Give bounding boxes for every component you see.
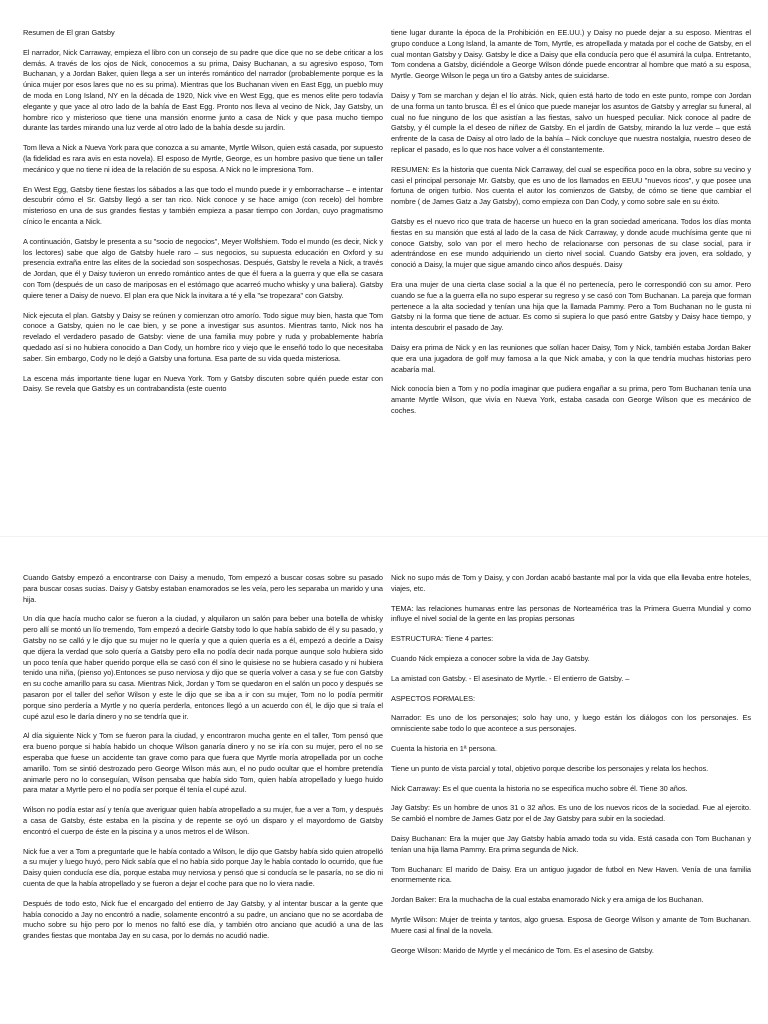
paragraph: TEMA: las relaciones humanas entre las personas de Norteamérica tras la Primera Guerra Mundial y como influye el nivel social de la gente en las propias personas	[391, 603, 751, 624]
paragraph: La escena más importante tiene lugar en Nueva York. Tom y Gatsby discuten sobre quién puede estar con Daisy. Se revela que Gatsby es un contrabandista (este cuento	[23, 373, 383, 394]
paragraph: Después de todo esto, Nick fue el encargado del entierro de Jay Gatsby, y al intentar buscar a la gente que había conocido a Jay no encontró a nadie, solamente encontró a su padre, un anciano que no se acordaba de mucho sobre su hijo pero por lo menos no faltó ese día, y también otro anciano que acudió a una de las grandes fiestas que montaba Jay en su casa, por lo demás no acudió nadie.	[23, 898, 383, 941]
paragraph: Tom lleva a Nick a Nueva York para que conozca a su amante, Myrtle Wilson, quien está casada, por supuesto (la fidelidad es rara avis en esta novela). El esposo de Myrtle, George, es un hombre pasivo que tiene un taller mecánico y que no tiene ni idea de la relación de su esposa. A Nick no le impresiona Tom.	[23, 143, 383, 174]
paragraph: Cuando Nick empieza a conocer sobre la vida de Jay Gatsby.	[391, 653, 590, 663]
paragraph: Tiene un punto de vista parcial y total, objetivo porque describe los personajes y relata los hechos.	[391, 763, 709, 773]
paragraph: Daisy Buchanan: Era la mujer que Jay Gatsby había amado toda su vida. Está casada con Tom Buchanan y tenían una hija llama Pammy. Era prima segunda de Nick.	[391, 833, 751, 854]
paragraph: Nick Carraway: Es el que cuenta la historia no se especifica mucho sobre él. Tiene 30 años.	[391, 783, 688, 793]
paragraph: ASPECTOS FORMALES:	[391, 693, 475, 703]
paragraph: El narrador, Nick Carraway, empieza el libro con un consejo de su padre que dice que no se debe criticar a los demás. A través de los ojos de Nick, conocemos a su prima, Daisy Buchanan, a su agresivo esposo, Tom Buchanan, y a Jordan Baker, quien llega a ser un interés romántico del narrador (probablemente porque es la única mujer por esos lares que no es su prima). Mientras que los Buchanan viven en East Egg, un pueblo muy de moda en Long Island, NY en la década de 1920, Nick vive en West Egg, que es menos elite pero todavía elegante y que yace al otro lado de la bahía de East Egg. Pronto nos lleva al vecino de Nick, Jay Gatsby, un hombre rico y misterioso que tiene una mansión enorme junto a casa de Nick y que pasa mucho tiempo durante las tardes mirando una luz verde al otro lado de la bahía desde su jardín.	[23, 47, 383, 133]
paragraph: A continuación, Gatsby le presenta a su "socio de negocios", Meyer Wolfshiem. Todo el mundo (es decir, Nick y los lectores) sabe que algo de Gatsby huele raro – sus negocios, su supuesta educación en Oxford y su presencia extraña entre las elites de la sociedad son sospechosas. Después, Gatsby le revela a Nick, a través de Jordan, que él y Daisy tuvieron un enredo romántico antes de que él fuera a la guerra y que ella se casara con Tom (después de un caso de mariposas en el estómago que acarreó mucho whisky y una baliera). Gatsby quiere tener a Daisy de nuevo. El plan era que Nick la invitara a té y ella "se tropezara" con Gatsby.	[23, 236, 383, 300]
paragraph: Cuenta la historia en 1ª persona.	[391, 743, 497, 753]
paragraph: Daisy y Tom se marchan y dejan el lío atrás. Nick, quien está harto de todo en este punto, rompe con Jordan de una forma un tanto brusca. Él es el único que puede manejar los asuntos de Gatsby y arreglar su funeral, al cual no fue ninguno de los que asistían a las fiestas, salvo un huesped peculiar. Nick conoce al padre de Gatsby, y él cumple la el deseo de niñez de Gatsby. En el jardín de Gatsby, mirando la luz verde – que está enfrente de la casa de Daisy al otro lado de la bahía – Nick concluye que nuestra nostalgia, nuestro deseo de replicar el pasado, es lo que nos hace volver a él constantemente.	[391, 90, 751, 154]
paragraph: tiene lugar durante la época de la Prohibición en EE.UU.) y Daisy no puede dejar a su esposo. Mientras el grupo conduce a Long Island, la amante de Tom, Myrtle, es atropellada y matada por el coche de Gatsby, en el cual montan Gatsby y Daisy. Gatsby le dice a Daisy que ella conducía pero que él asumirá la culpa. Entretanto, Tom condena a Gatsby, diciéndole a George Wilson dónde puede encontrar al hombre que mató a su esposa, Myrtle. George Wilson le pega un tiro a Gatsby antes de suicidarse.	[391, 28, 751, 81]
paragraph: ESTRUCTURA: Tiene 4 partes:	[391, 634, 494, 644]
paragraph: Jay Gatsby: Es un hombre de unos 31 o 32 años. Es uno de los nuevos ricos de la sociedad. Fue al ejercito. Se cambió el nombre de James Gatz por el de Jay Gatsby para subir en la sociedad.	[391, 803, 751, 824]
paragraph: Myrtle Wilson: Mujer de treinta y tantos, algo gruesa. Esposa de George Wilson y amante de Tom Buchanan. Muere casi al final de la novela.	[391, 914, 751, 935]
page-4-text-column	[391, 573, 751, 1024]
paragraph: Gatsby es el nuevo rico que trata de hacerse un hueco en la gran sociedad americana. Todos los días monta fiestas en su mansión que está al lado de la casa de Nick Carraway, y donde acude muchísima gente que ni conoce Gatsby, solo van por el mero hecho de relacionarse con personas de su clase social, para ir adentrándose en ese mundo adquiriendo un cierto nivel social. Cuando Gatsby era joven, era soldado, y conoció a Daisy, la mujer que sigue amando cinco años después. Daisy	[391, 216, 751, 270]
paragraph: Al día siguiente Nick y Tom se fueron para la ciudad, y encontraron mucha gente en el taller, Tom pensó que era bueno porque si había habido un choque Wilson ganaría dinero y no se iría con su mujer, pero el no se esperaba que fuese un accidente tan grave como para que fuera que Myrtle moría atropellada por un coche amarillo. Tom se sintió destrozado pero George Wilson más aun, el no pudo ocultar que el hombre pretendía animarle pero no lo conseguían, Wilson pensaba que había sido Tom, quien había atropellado y luego huido para matar a Myrtle pero el no podía ser porque él tenía el cupé azul.	[23, 731, 383, 795]
paragraph: La amistad con Gatsby. - El asesinato de Myrtle. - El entierro de Gatsby. –	[391, 673, 630, 683]
page-2-text-column	[391, 28, 751, 508]
paragraph: Tom Buchanan: El marido de Daisy. Era un antiguo jugador de futbol en New Haven. Venía de una familia enormemente rica.	[391, 864, 751, 885]
paragraph: RESUMEN: Es la historia que cuenta Nick Carraway, del cual se especifica poco en la obra, sobre su vecino y casi el principal personaje Mr. Gatsby, que es uno de los llamados en EEUU "nuevos ricos", y que posee una fortuna de origen turbio. Nos cuenta el autor los comienzos de Gatsby, de cómo se tiene que cambiar el nombre ( de James Gatz a Jay Gatsby), como empieza con Dan Cody, y como sobre sale en su éxito.	[391, 164, 751, 207]
paragraph: George Wilson: Marido de Myrtle y el mecánico de Tom. Es el asesino de Gatsby.	[391, 945, 654, 955]
paragraph: Nick fue a ver a Tom a preguntarle que le había contado a Wilson, le dijo que Gatsby había sido quien atropelló a su mujer y luego huyó, pero Nick sabía que el no había sido porque Jay le había contado lo ocurrido, que fue Daisy quien conducía ese día, porque estaba muy nerviosa y pensó que si conducía se le pasaría, no se dio ni cuenta de que la había atropellado y se fueron a dejar el coche para que no lo viera nadie.	[23, 846, 383, 888]
paragraph: Nick conocía bien a Tom y no podía imaginar que pudiera engañar a su prima, pero Tom Buchanan tenía una amante Myrtle Wilson, que vivía en Nueva York, estaba casada con George Wilson que es mecánico de coches.	[391, 384, 751, 415]
paragraph: Cuando Gatsby empezó a encontrarse con Daisy a menudo, Tom empezó a buscar cosas sobre su pasado para buscar cosas sucias. Daisy y Gatsby estaban enamorados se les veía, pero les separaba un marido y una hija.	[23, 573, 383, 604]
paragraph: Un día que hacía mucho calor se fueron a la ciudad, y alquilaron un salón para beber una botella de whisky pero allí se montó un lío tremendo, Tom empezó a decirle Gatsby todo lo que había sabido de él y su pasado, y Gatsby no se calló y le dijo que su mujer no le quería y que a quien quería es a él, empezó a decirle a Daisy que dijera la verdad que solo quería a Gatsby pero ella no podía decir nada porque aunque solo hubiera sido un poco tenía que haber querido porque ella se casó con él sino le quisiese no se hubiera casado y ni hubiera tenido una niña, (pienso yo).Entonces se puso nerviosa y dijo que se quería volver a casa y se fue con Gatsby en su coche amarillo para su casa. Mientras Nick, Jordan y Tom se quedaron en el salón un poco y después se pasaron por el taller del señor Wilson y este le dijo que se iba a ir con su mujer, Tom no lo podía permitir porque sino perdería a Myrtle y no quería perderla, entonces llegó a un acuerdo con él, le dijo que si traía el cupé azul eso le daría dinero y no se tendría que ir.	[23, 614, 383, 721]
paragraph: Jordan Baker: Era la muchacha de la cual estaba enamorado Nick y era amiga de los Buchanan.	[391, 895, 704, 905]
paragraph: Era una mujer de una cierta clase social a la que él no pertenecía, pero le correspondió con su amor. Pero cuando se fue a la guerra ella no supo esperar su regreso y se casó con Tom Buchanan. La pareja que forman pertenece a la alta sociedad y tenían una hija que la llamada Pammy. Pero a Tom Buchanan no le gusta ni Gatsby ni la forma que tiene de actuar. Es como si supiera lo que pasó entre Gatsby y Daisy hace tiempo, y intenta descubrir el pasado de Jay.	[391, 279, 751, 333]
page-3-text-column	[23, 573, 383, 1024]
page-divider	[0, 536, 768, 537]
paragraph: Wilson no podía estar así y tenía que averiguar quien había atropellado a su mujer, fue a ver a Tom, y después a casa de Gatsby, éste estaba en la piscina y de repente se oyó un disparo y el mayordomo de Gatsby encontró el cuerpo de éste en la piscina y a unos metros el de Wilson.	[23, 805, 383, 836]
paragraph: Nick no supo más de Tom y Daisy, y con Jordan acabó bastante mal por la vida que ella llevaba entre hoteles, viajes, etc.	[391, 573, 751, 593]
page-1-text-column	[23, 28, 383, 500]
paragraph: Narrador: Es uno de los personajes; solo hay uno, y luego están los diálogos con los personajes. Es omnisciente sabe todo lo que acontece a sus personajes.	[391, 713, 751, 734]
paragraph: Daisy era prima de Nick y en las reuniones que solían hacer Daisy, Tom y Nick, también estaba Jordan Baker que era una jugadora de golf muy famosa a la que Nick amaba, y con la que tendría muchas historias pero acabaría mal.	[391, 342, 751, 374]
paragraph: Nick ejecuta el plan. Gatsby y Daisy se reúnen y comienzan otro amorío. Todo sigue muy bien, hasta que Tom conoce a Gatsby, quien no le cae bien, y se pone a investigar sus asuntos. Mientras tanto, Nick nos ha revelado el verdadero pasado de Gatsby: viene de una familia muy pobre y ruda y probablemente habría quedado así si no hubiera conocido a Dan Cody, un hombre rico y viejo que le enseñó todo lo que necesitaba saber. Sin embargo, Cody no le dejó a Gatsby una fortuna. Esa parte de su vida queda misteriosa.	[23, 310, 383, 363]
paragraph: En West Egg, Gatsby tiene fiestas los sábados a las que todo el mundo puede ir y emborracharse – e intentar descubrir cómo el Sr. Gatsby llegó a ser tan rico. Nick conoce y se hace amigo (con recelo) del hombre misterioso en una de sus grandes fiestas y también empieza a pasar tiempo con Jordan, cuyo pragmatismo cínico le encanta a Nick.	[23, 184, 383, 226]
paragraph: Resumen de El gran Gatsby	[23, 28, 115, 37]
